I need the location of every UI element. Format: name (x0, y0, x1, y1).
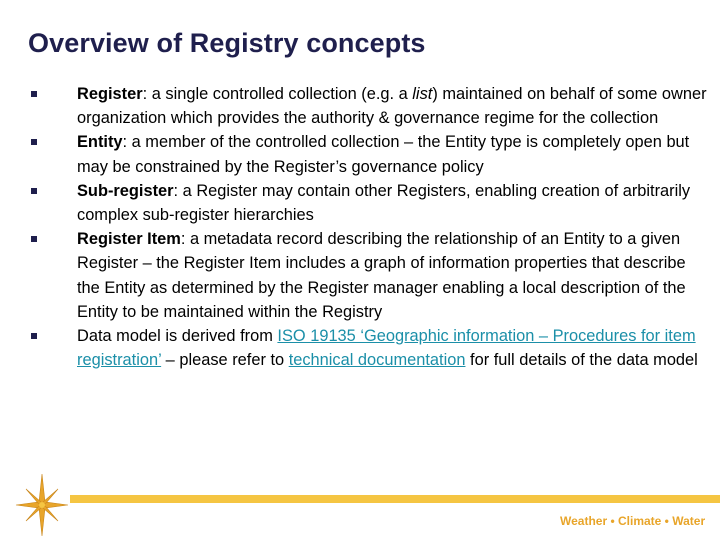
term-register: Register (77, 85, 143, 103)
term-entity: Entity (77, 133, 123, 152)
square-bullet-icon (31, 91, 37, 97)
bullet-data-model (30, 324, 710, 372)
square-bullet-icon (31, 139, 37, 145)
iso-19135-link[interactable]: ISO 19135 ‘Geographic information – Procedures for item registration’ (77, 327, 696, 370)
bullet-text: : a metadata record describing the relationship of an Entity to a given Register – the Register Item includes a graph of information properties that describe the Entity as determined by the Register manager enabling a local description of the Entity to be maintained within the Registry (77, 230, 686, 321)
bullet-italic-text: list (412, 85, 433, 103)
bullet-register (30, 82, 710, 130)
term-register-item: Register Item (77, 230, 181, 249)
bullet-text: : a single controlled collection (e.g. a (142, 85, 413, 103)
footer-bar (70, 495, 720, 503)
organization-tagline: Weather • Climate • Water (560, 514, 706, 528)
bullet-entity (30, 130, 710, 178)
compass-star-icon (14, 472, 70, 538)
square-bullet-icon (31, 236, 37, 242)
bullet-list (30, 82, 710, 372)
square-bullet-icon (31, 188, 37, 194)
term-sub-register: Sub-register (77, 181, 174, 200)
bullet-text: : a member of the controlled collection – the Entity type is completely open but may be constrained by the Register’s governance policy (77, 133, 690, 176)
bullet-text: Data model is derived from (77, 327, 278, 346)
bullet-text: ) maintained on behalf of some owner organization which provides the authority & governance regime for the collection (77, 85, 707, 128)
slide-title: Overview of Registry concepts (28, 28, 426, 58)
bullet-text: : a Register may contain other Registers, enabling creation of arbitrarily complex sub-register hierarchies (77, 181, 691, 225)
technical-documentation-link[interactable]: technical documentation (288, 351, 466, 370)
bullet-sub-register (30, 179, 710, 227)
bullet-text: – please refer to (161, 351, 289, 370)
square-bullet-icon (31, 333, 37, 339)
bullet-text: for full details of the data model (465, 351, 698, 370)
bullet-register-item (30, 227, 710, 324)
